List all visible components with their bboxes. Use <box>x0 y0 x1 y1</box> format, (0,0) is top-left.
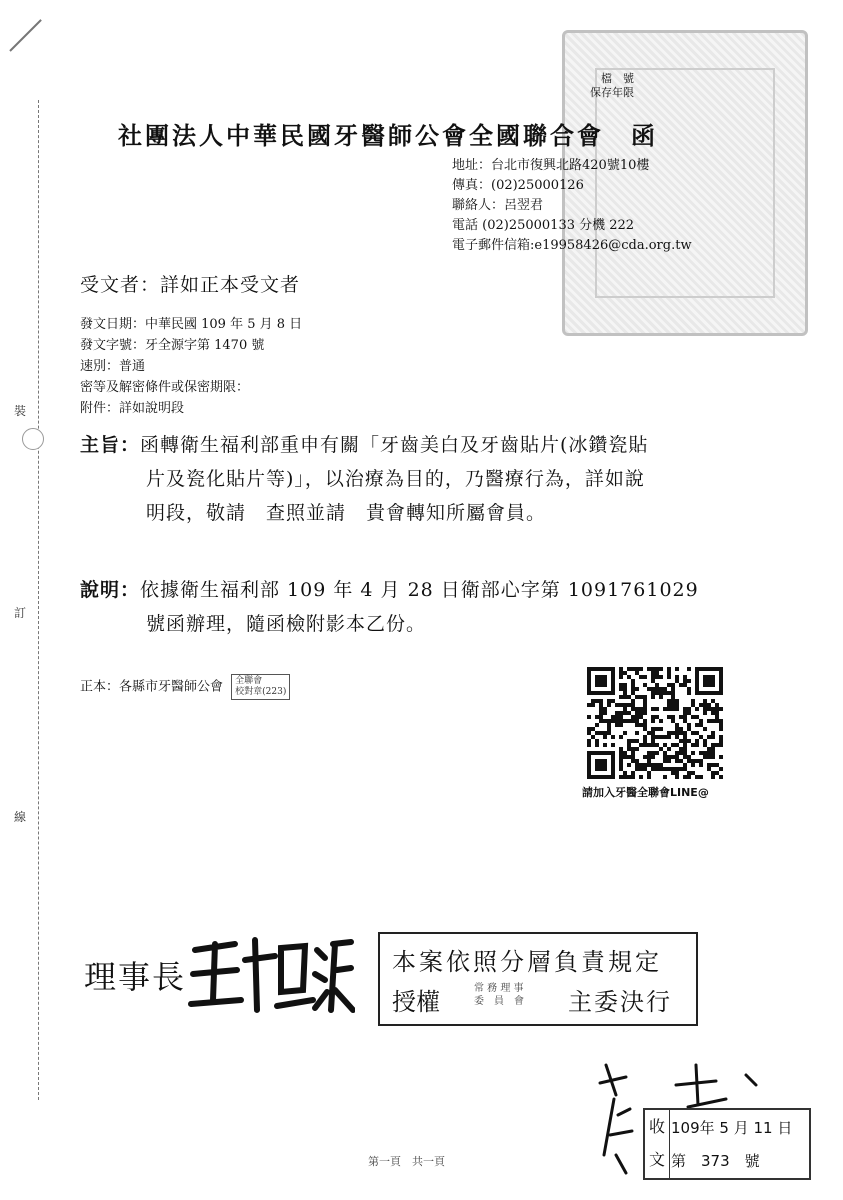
subject-section <box>80 428 740 530</box>
binding-line <box>38 100 39 1100</box>
issue-date: 發文日期：中華民國 109 年 5 月 8 日 <box>80 317 303 332</box>
proofread-stamp-line1: 全聯會 <box>235 676 263 686</box>
qr-code[interactable] <box>587 667 723 779</box>
binding-char-ding: 訂 <box>14 606 27 620</box>
speed-class: 速別：普通 <box>80 359 146 374</box>
proofread-stamp <box>231 674 290 700</box>
received-stamp <box>643 1108 811 1180</box>
document-title: 社團法人中華民國牙醫師公會全國聯合會 函 <box>118 121 658 150</box>
explanation-line-1: 依據衛生福利部 109 年 4 月 28 日衛部心字第 1091761029 <box>140 579 699 601</box>
received-label-top: 收 <box>648 1117 665 1136</box>
archive-retention-label: 保存年限 <box>590 86 634 99</box>
recipient: 受文者：詳如正本受文者 <box>80 274 301 296</box>
authorization-label: 授權 <box>392 988 440 1016</box>
copy-text: 正本：各縣市牙醫師公會 <box>80 679 224 695</box>
proofread-stamp-line2: 校對章(223) <box>235 687 287 697</box>
page-footer: 第一頁 共一頁 <box>368 1155 445 1168</box>
binding-char-xian: 線 <box>14 810 27 824</box>
contact-email: 電子郵件信箱:e19958426@cda.org.tw <box>452 238 692 253</box>
chairman-signature <box>185 930 355 1020</box>
secrecy-level: 密等及解密條件或保密期限： <box>80 380 250 395</box>
contact-phone: 電話 (02)25000133 分機 222 <box>452 218 635 233</box>
meta-block <box>80 314 302 419</box>
subject-line-1: 函轉衛生福利部重申有關「牙齒美白及牙齒貼片(冰鑽瓷貼 <box>140 434 649 456</box>
explanation-section <box>80 573 740 641</box>
subject-label: 主旨： <box>80 434 141 456</box>
attachment: 附件：詳如說明段 <box>80 401 185 416</box>
explanation-line-2: 號函辦理，隨函檢附影本乙份。 <box>146 613 427 635</box>
contact-fax: 傳真：(02)25000126 <box>452 178 584 193</box>
authorization-line1: 本案依照分層負責規定 <box>392 948 662 976</box>
contact-person: 聯絡人：呂翌君 <box>452 198 544 213</box>
contact-address: 地址：台北市復興北路420號10樓 <box>452 158 650 173</box>
received-label-bottom: 文 <box>648 1150 665 1169</box>
authorization-decision: 主委決行 <box>568 988 672 1016</box>
received-number: 第 373 號 <box>671 1152 760 1170</box>
subject-line-3: 明段，敬請 查照並請 貴會轉知所屬會員。 <box>146 502 547 524</box>
explanation-label: 說明： <box>80 579 141 601</box>
subject-line-2: 片及瓷化貼片等)」，以治療為目的，乃醫療行為，詳如說 <box>146 468 645 490</box>
qr-label: 請加入牙醫全聯會LINE@ <box>582 786 709 799</box>
copy-recipients <box>80 674 290 700</box>
contact-block <box>452 156 692 256</box>
reference-number: 發文字號：牙全源字第 1470 號 <box>80 338 265 353</box>
archive-labels <box>576 72 634 100</box>
binding-char-zhuang: 裝 <box>14 404 27 418</box>
archive-number-label: 檔 號 <box>601 72 634 85</box>
corner-mark <box>9 19 42 52</box>
authorization-small-bottom: 委 員 會 <box>474 996 524 1007</box>
chairman-title: 理事長 <box>84 958 187 996</box>
punch-hole <box>22 428 44 450</box>
authorization-small <box>474 982 524 1008</box>
authorization-stamp <box>378 932 698 1026</box>
received-date: 109年 5 月 11 日 <box>671 1119 793 1137</box>
authorization-small-top: 常 務 理 事 <box>474 983 524 994</box>
